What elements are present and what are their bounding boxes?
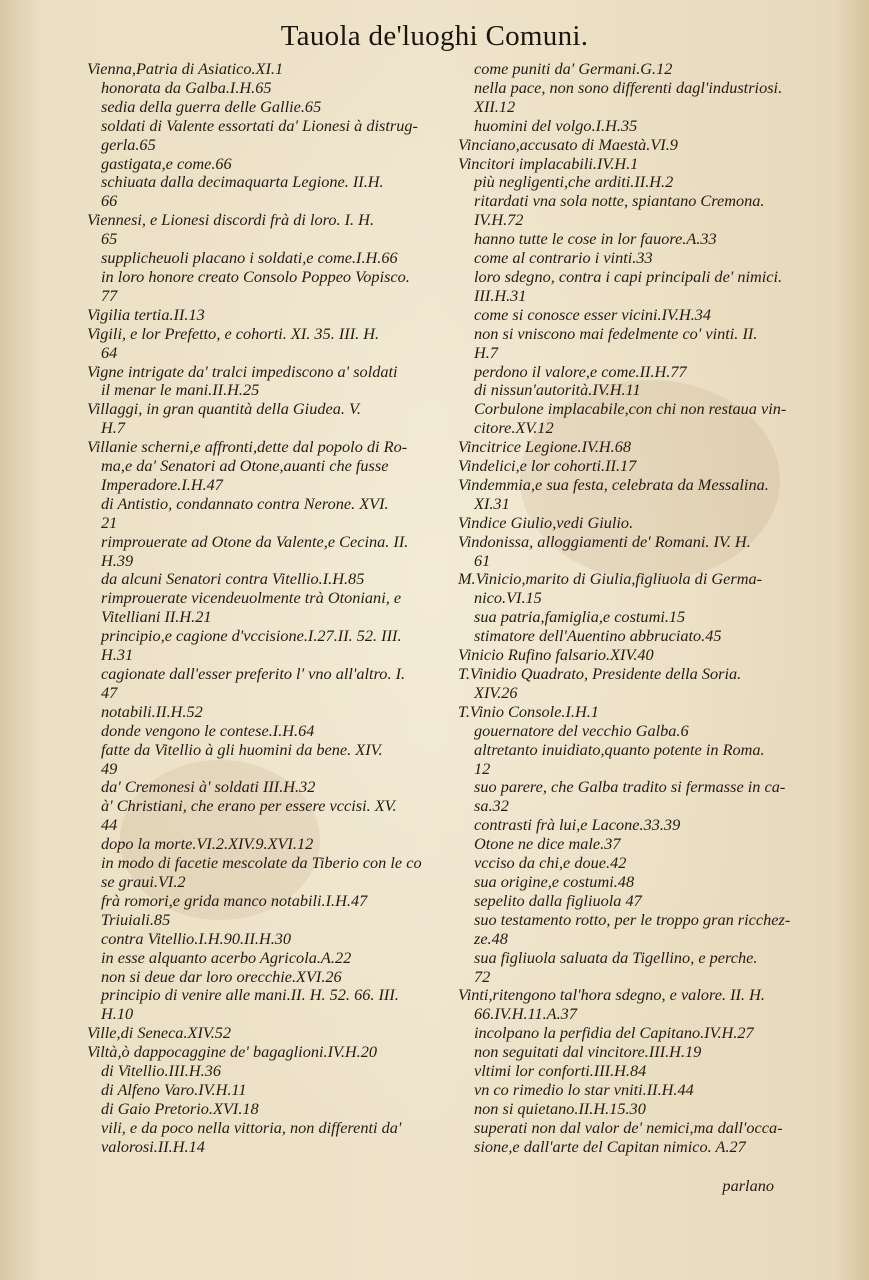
index-entry: Vigilia tertia.II.13 bbox=[87, 304, 205, 324]
index-subentry: H.39 bbox=[101, 550, 134, 570]
index-column-right bbox=[458, 60, 810, 1157]
index-subentry: H.7 bbox=[101, 418, 125, 438]
index-entry: Villanie scherni,e affronti,dette dal popolo di Ro- bbox=[87, 437, 408, 457]
index-subentry: di Vitellio.III.H.36 bbox=[101, 1061, 221, 1081]
index-subentry: stimatore dell'Auentino abbruciato.45 bbox=[474, 626, 722, 646]
index-subentry: come si conosce esser vicini.IV.H.34 bbox=[474, 304, 712, 324]
index-subentry: 21 bbox=[101, 512, 118, 532]
index-subentry: di Gaio Pretorio.XVI.18 bbox=[101, 1098, 259, 1118]
index-subentry: gastigata,e come.66 bbox=[101, 153, 232, 173]
index-entry: Vincitrice Legione.IV.H.68 bbox=[458, 437, 632, 457]
index-subentry: altretanto inuidiato,quanto potente in Roma. bbox=[474, 739, 765, 759]
index-subentry: 49 bbox=[101, 758, 118, 778]
index-subentry: non si deue dar loro orecchie.XVI.26 bbox=[101, 966, 342, 986]
index-subentry: rimprouerate vicendeuolmente trà Otoniani, e bbox=[101, 588, 402, 608]
index-subentry: non si quietano.II.H.15.30 bbox=[474, 1098, 646, 1118]
index-subentry: il menar le mani.II.H.25 bbox=[101, 380, 260, 400]
index-subentry: suo testamento rotto, per le troppo gran ricchez- bbox=[474, 909, 791, 929]
index-subentry: di nissun'autorità.IV.H.11 bbox=[474, 380, 641, 400]
index-subentry: ma,e da' Senatori ad Otone,auanti che fusse bbox=[101, 456, 389, 476]
index-subentry: 77 bbox=[101, 285, 118, 305]
index-subentry: contra Vitellio.I.H.90.II.H.30 bbox=[101, 928, 292, 948]
index-subentry: superati non dal valor de' nemici,ma dall'occa- bbox=[474, 1117, 783, 1137]
index-subentry: H.10 bbox=[101, 1004, 134, 1024]
page-title: Tauola de'luoghi Comuni. bbox=[280, 20, 589, 52]
index-subentry: sione,e dall'arte del Capitan nimico. A.27 bbox=[474, 1136, 746, 1156]
index-subentry: soldati di Valente essortati da' Lionesi à distrug- bbox=[101, 115, 418, 135]
index-subentry: H.31 bbox=[101, 645, 134, 665]
index-subentry: 65 bbox=[101, 229, 118, 249]
index-subentry: 66 bbox=[101, 191, 118, 211]
index-subentry: nella pace, non sono differenti dagl'industriosi. bbox=[474, 77, 783, 97]
index-subentry: Otone ne dice male.37 bbox=[474, 834, 621, 854]
index-subentry: gouernatore del vecchio Galba.6 bbox=[474, 720, 689, 740]
index-subentry: IV.H.72 bbox=[474, 210, 524, 230]
index-subentry: 72 bbox=[474, 966, 491, 986]
index-subentry: notabili.II.H.52 bbox=[101, 701, 203, 721]
index-subentry: 12 bbox=[474, 758, 491, 778]
index-subentry: da alcuni Senatori contra Vitellio.I.H.85 bbox=[101, 569, 365, 589]
index-subentry: fatte da Vitellio à gli huomini da bene. XIV. bbox=[101, 739, 383, 759]
index-entry: Vienna,Patria di Asiatico.XI.1 bbox=[87, 59, 284, 78]
index-subentry: rimprouerate ad Otone da Valente,e Cecina. II. bbox=[101, 531, 409, 551]
index-subentry: non si vniscono mai fedelmente co' vinti. II. bbox=[474, 323, 758, 343]
index-subentry: honorata da Galba.I.H.65 bbox=[101, 77, 272, 97]
index-subentry: vcciso da chi,e doue.42 bbox=[474, 853, 627, 873]
index-entry: Viltà,ò dappocaggine de' bagaglioni.IV.H.20 bbox=[87, 1042, 378, 1062]
index-subentry: donde vengono le contese.I.H.64 bbox=[101, 720, 315, 740]
index-subentry: Corbulone implacabile,con chi non restaua vin- bbox=[474, 399, 787, 419]
index-subentry: nico.VI.15 bbox=[474, 588, 542, 608]
index-subentry: sa.32 bbox=[474, 796, 509, 816]
index-subentry: hanno tutte le cose in lor fauore.A.33 bbox=[474, 229, 717, 249]
index-entry: T.Vinio Console.I.H.1 bbox=[458, 701, 599, 721]
index-subentry: in loro honore creato Consolo Poppeo Vopisco. bbox=[101, 266, 410, 286]
index-subentry: vn co rimedio lo star vniti.II.H.44 bbox=[474, 1079, 694, 1099]
index-subentry: perdono il valore,e come.II.H.77 bbox=[474, 361, 687, 381]
index-subentry: gerla.65 bbox=[101, 134, 156, 154]
index-subentry: principio,e cagione d'vccisione.I.27.II. 52. III. bbox=[101, 626, 402, 646]
index-entry: Villaggi, in gran quantità della Giudea. V. bbox=[87, 399, 361, 419]
index-subentry: loro sdegno, contra i capi principali de' nimici. bbox=[474, 266, 783, 286]
index-subentry: da' Cremonesi à' soldati III.H.32 bbox=[101, 777, 316, 797]
index-subentry: XII.12 bbox=[474, 96, 516, 116]
index-entry: Vigne intrigate da' tralci impediscono a' soldati bbox=[87, 361, 398, 381]
index-subentry: 66.IV.H.11.A.37 bbox=[474, 1004, 577, 1024]
index-subentry: di Alfeno Varo.IV.H.11 bbox=[101, 1079, 247, 1099]
index-subentry: come al contrario i vinti.33 bbox=[474, 248, 653, 268]
index-subentry: à' Christiani, che erano per essere vccisi. XV. bbox=[101, 796, 397, 816]
index-subentry: come puniti da' Germani.G.12 bbox=[474, 59, 673, 78]
index-subentry: più negligenti,che arditi.II.H.2 bbox=[474, 172, 674, 192]
index-subentry: dopo la morte.VI.2.XIV.9.XVI.12 bbox=[101, 834, 314, 854]
index-entry: Vinicio Rufino falsario.XIV.40 bbox=[458, 645, 654, 665]
index-subentry: contrasti frà lui,e Lacone.33.39 bbox=[474, 815, 681, 835]
index-entry: Vindelici,e lor cohorti.II.17 bbox=[458, 456, 637, 476]
index-subentry: sedia della guerra delle Gallie.65 bbox=[101, 96, 322, 116]
index-subentry: incolpano la perfidia del Capitano.IV.H.27 bbox=[474, 1023, 754, 1043]
index-subentry: H.7 bbox=[474, 342, 498, 362]
index-subentry: citore.XV.12 bbox=[474, 418, 554, 438]
index-subentry: in esse alquanto acerbo Agricola.A.22 bbox=[101, 947, 352, 967]
index-subentry: schiuata dalla decimaquarta Legione. II.H. bbox=[101, 172, 384, 192]
index-subentry: vltimi lor conforti.III.H.84 bbox=[474, 1061, 647, 1081]
index-subentry: in modo di facetie mescolate da Tiberio con le co bbox=[101, 853, 422, 873]
index-subentry: sua patria,famiglia,e costumi.15 bbox=[474, 607, 686, 627]
index-entry: Vindemmia,e sua festa, celebrata da Messalina. bbox=[458, 474, 769, 494]
index-subentry: 44 bbox=[101, 815, 118, 835]
index-entry: Vinti,ritengono tal'hora sdegno, e valore. II. H. bbox=[458, 985, 765, 1005]
index-subentry: III.H.31 bbox=[474, 285, 527, 305]
index-subentry: 61 bbox=[474, 550, 491, 570]
index-entry: Ville,di Seneca.XIV.52 bbox=[87, 1023, 232, 1043]
index-entry: M.Vinicio,marito di Giulia,figliuola di Germa- bbox=[458, 569, 763, 589]
index-entry: Viennesi, e Lionesi discordi frà di loro. I. H. bbox=[87, 210, 375, 230]
index-subentry: Imperadore.I.H.47 bbox=[101, 474, 223, 494]
index-subentry: vili, e da poco nella vittoria, non differenti da' bbox=[101, 1117, 402, 1137]
index-subentry: supplicheuoli placano i soldati,e come.I.H.66 bbox=[101, 248, 398, 268]
index-subentry: XIV.26 bbox=[474, 682, 518, 702]
index-column-left bbox=[87, 60, 449, 1157]
index-subentry: sepelito dalla figliuola 47 bbox=[474, 890, 642, 910]
index-subentry: 47 bbox=[101, 682, 118, 702]
index-subentry: XI.31 bbox=[474, 493, 510, 513]
index-entry: T.Vinidio Quadrato, Presidente della Soria. bbox=[458, 664, 742, 683]
index-subentry: di Antistio, condannato contra Nerone. XVI. bbox=[101, 493, 389, 513]
index-entry: Vinciano,accusato di Maestà.VI.9 bbox=[458, 134, 678, 154]
index-subentry: non seguitati dal vincitore.III.H.19 bbox=[474, 1042, 702, 1062]
index-subentry: Vitelliani II.H.21 bbox=[101, 607, 212, 627]
index-subentry: 64 bbox=[101, 342, 118, 362]
index-subentry: sua origine,e costumi.48 bbox=[474, 871, 635, 891]
index-subentry: huomini del volgo.I.H.35 bbox=[474, 115, 638, 135]
index-subentry: se graui.VI.2 bbox=[101, 871, 186, 891]
index-entry: Vigili, e lor Prefetto, e cohorti. XI. 35. III. H. bbox=[87, 323, 380, 343]
index-subentry: frà romori,e grida manco notabili.I.H.47 bbox=[101, 890, 368, 910]
index-subentry: valorosi.II.H.14 bbox=[101, 1136, 205, 1156]
catchword: parlano bbox=[722, 1176, 774, 1195]
index-entry: Vindonissa, alloggiamenti de' Romani. IV. H. bbox=[458, 531, 751, 551]
index-subentry: ritardati vna sola notte, spiantano Cremona. bbox=[474, 191, 765, 211]
index-entry: Vindice Giulio,vedi Giulio. bbox=[458, 512, 634, 532]
index-subentry: suo parere, che Galba tradito si fermasse in ca- bbox=[474, 777, 786, 797]
index-subentry: cagionate dall'esser preferito l' vno all'altro. I. bbox=[101, 664, 406, 683]
index-entry: Vincitori implacabili.IV.H.1 bbox=[458, 153, 639, 173]
index-subentry: sua figliuola saluata da Tigellino, e perche. bbox=[474, 947, 758, 967]
index-subentry: principio di venire alle mani.II. H. 52. 66. III. bbox=[101, 985, 399, 1005]
index-subentry: Triuiali.85 bbox=[101, 909, 171, 929]
index-subentry: ze.48 bbox=[474, 928, 508, 948]
